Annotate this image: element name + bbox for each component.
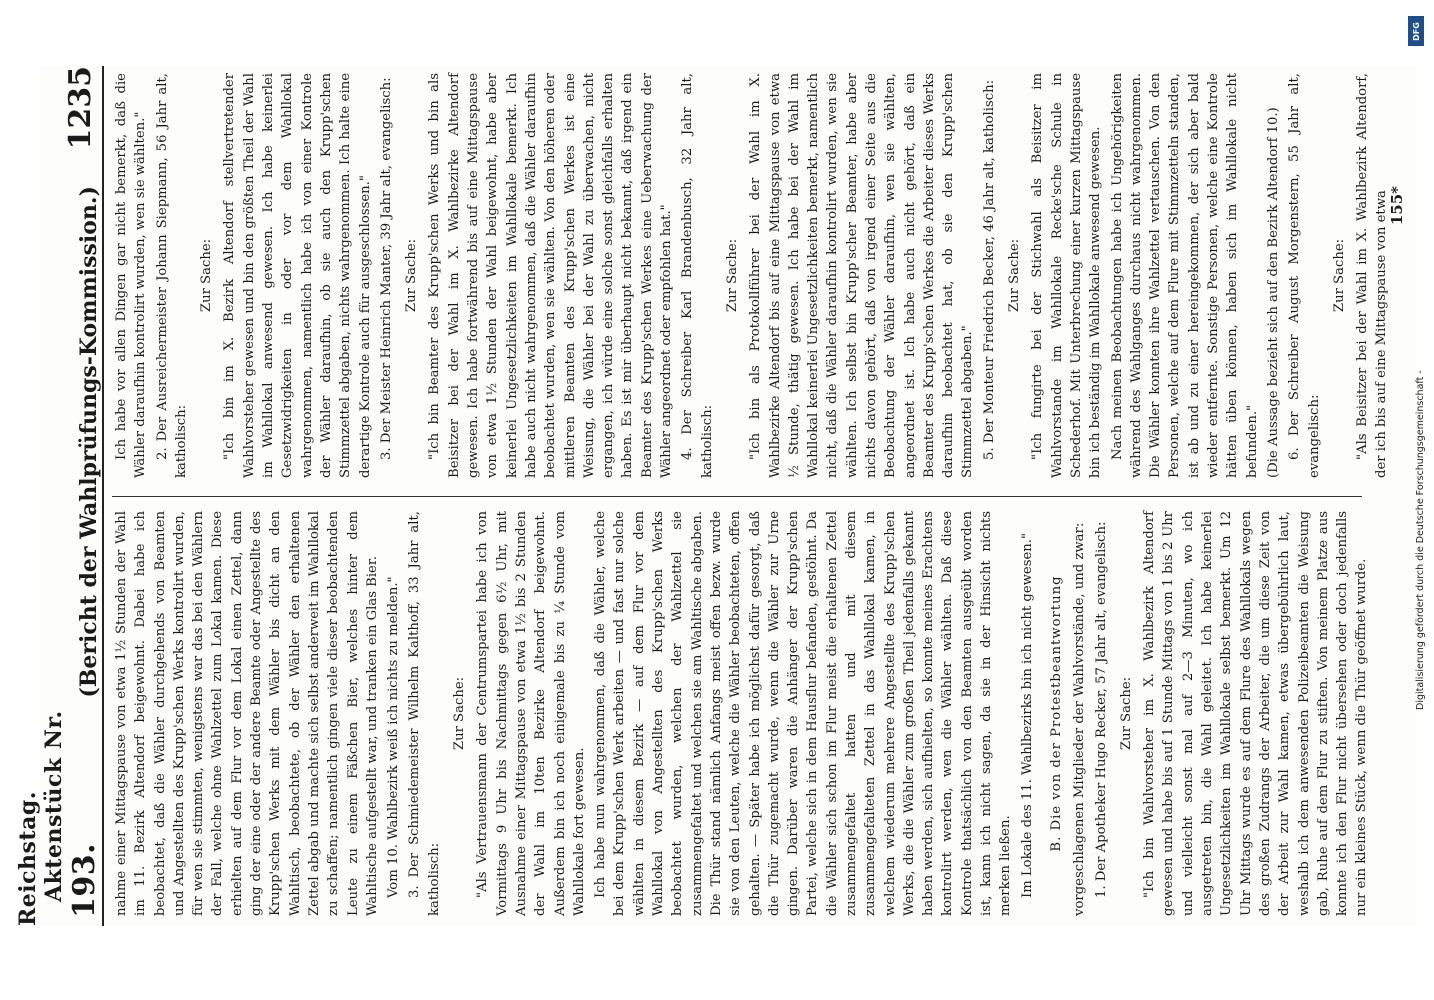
section-heading: B. Die von der Protestbeantwortung — [1048, 575, 1064, 852]
left-text-column — [112, 511, 1372, 916]
paragraph: Ich habe vor allen Dingen gar nicht bemerkt, daß die Wähler daraufhin kontrolirt wurden, wen sie wählten." — [114, 73, 149, 478]
header-nr-prefix: Nr. — [41, 710, 67, 750]
sheet-mark: 155* — [1388, 186, 1406, 226]
section-label: Zur Sache: — [724, 238, 740, 313]
column-divider — [112, 496, 1362, 497]
page-number: 1235 — [63, 66, 98, 150]
paragraph: Nach meinen Beobachtungen habe ich Ungehörigkeiten während des Wahlganges durchaus nicht wahrgenommen. Die Wähler konnten ihre Wahlzettel vertauschen. Von den Personen, welche auf dem Flure mit Stimmzetteln standen, ist ab und zu einer hereingekommen, der sich aber bald wieder entfernte. Sonstige Personen, welche eine Kontrole hätten üben können, haben sich im Wahllokale nicht befunden." — [1109, 73, 1260, 478]
rotated-document-page — [15, 66, 1420, 926]
paragraph: "Ich bin als Protokollführer bei der Wahl im X. Wahlbezirke Altendorf bis auf eine Mittagspause von etwa ½ Stunde, thätig gewesen. Ich habe bei der Wahl im Wahllokal keinerlei Ungesetzlichkeiten bemerkt, namentlich nicht, daß die Wähler daraufhin kontrolirt wurden, wen sie wählten. Ich selbst bin Krupp'scher Beamter, habe aber nichts davon gehört, daß von irgend einer Seite aus die Beobachtung der Wähler daraufhin, wen sie wählten, angeordnet ist. Ich habe auch nicht gehört, daß ein Beamter des Krupp'schen Werkes die Arbeiter dieses Werks daraufhin beobachtet hat, ob sie den Krupp'schen Stimmzettel abgaben." — [748, 73, 976, 478]
right-text-column — [112, 73, 1390, 478]
witness-line: 2. Der Ausreichermeister Johann Siepmann, 56 Jahr alt, katholisch: — [154, 73, 189, 478]
section-label: Zur Sache: — [404, 238, 420, 313]
paragraph: "Als Beisitzer bei der Wahl im X. Wahlbezirk Altendorf, der ich bis auf eine Mittagspause von etwa — [1355, 73, 1390, 478]
dfg-logo-text: DFG — [1411, 21, 1421, 41]
witness-line: 5. Der Monteur Friedrich Becker, 46 Jahr alt, katholisch: — [981, 79, 997, 460]
header-document-number: 193. — [67, 842, 102, 918]
credit-text: Digitalisierung gefördert durch die Deutsche Forschungsgemeinschaft - — [1415, 370, 1426, 710]
page-header — [15, 66, 104, 926]
paragraph: Ich habe nun wahrgenommen, daß die Wähler, welche bei dem Krupp'schen Werk arbeiten — und fast nur solche wählten in diesem Bezirk — auf dem Flur vor dem Wahllokal von Angestellten des Krupp'schen Werks beobachtet wurden, welchen der Wahlzettel sie zusammengefaltet und welchen sie am Wahltische abgaben. Die Thür stand nämlich Anfangs meist offen bezw. wurde sie von den Leuten, welche die Wähler beobachteten, offen gehalten. — Später habe ich möglichst dafür gesorgt, daß die Thür zugemacht wurde, wenn die Wähler zur Urne gingen. Darüber waren die Anhänger der Krupp'schen Partei, welche sich in dem Hausflur befanden, gestöhnt. Da die Wähler sich schon im Flur meist die erhaltenen Zettel zusammengefaltet hatten und mit diesem zusammengefalteten Zettel in das Wahllokal kamen, in welchem wiederum mehrere Angestellte des Krupp'schen Werks, die die Wähler zum großen Theil jedenfalls gekannt haben werden, sich aufhielten, so konnte meines Erachtens kontrolirt werden, wen die Wähler wählten. Daß diese Kontrole thatsächlich von den Beamten ausgeübt worden ist, kann ich nicht sagen, da sie in der Hinsicht nichts merken ließen. — [593, 511, 1014, 916]
paragraph: Vom 10. Wahlbezirk weiß ich nichts zu melden." — [386, 576, 402, 898]
paragraph: "Ich bin Beamter des Krupp'schen Werks und bin als Beisitzer bei der Wahl im X. Wahlbezirke Altendorf gewesen. Ich habe fortwährend bis auf eine Mittagspause von etwa 1½ Stunden der Wahl beigewohnt, habe aber keinerlei Ungesetzlichkeiten im Wahllokale bemerkt. Ich habe auch nicht wahrgenommen, daß die Wähler daraufhin beobachtet wurden, wen sie wählten. Von den höheren oder mittleren Beamten des Krupp'schen Werkes ist eine Weisung, die Wähler bei der Wahl zu überwachen, nicht ergangen, ich würde eine solche sonst gleichfalls erhalten haben. Es ist mir überhaupt nicht bekannt, daß irgend ein Beamter des Krupp'schen Werkes eine Ueberwachung der Wähler angeordnet oder empfohlen hat." — [427, 73, 675, 478]
section-label: Zur Sache: — [1118, 676, 1134, 751]
witness-line: 3. Der Schmiedemeister Wilhelm Kalthoff, 33 Jahr alt, katholisch: — [407, 511, 442, 916]
section-label: Zur Sache: — [452, 676, 468, 751]
paragraph: (Die Aussage bezieht sich auf den Bezirk Altendorf 10.) — [1265, 107, 1281, 478]
paragraph: "Als Vertrauensmann der Centrumspartei habe ich von Vormittags 9 Uhr bis Nachmittags gegen 6½ Uhr, mit Ausnahme einer Mittagspause von etwa 1½ bis 2 Stunden der Wahl im 10ten Bezirke Altendorf beigewohnt. Außerdem bin ich noch einigemale bis zu ¼ Stunde vom Wahllokale fort gewesen. — [475, 511, 587, 916]
digitization-credit — [1406, 10, 1428, 990]
paragraph: vorgeschlagenen Mitglieder der Wahlvorstände, und zwar: — [1072, 522, 1088, 916]
header-reichstag: Reichstag. — [15, 791, 41, 926]
section-label: Zur Sache: — [1007, 238, 1023, 313]
paragraph: "Ich bin im X. Bezirk Altendorf stellvertretender Wahlvorsteher gewesen und bin den größten Theil der Wahl im Wahllokal anwesend gewesen. Ich habe keinerlei Gesetzwidrigkeiten in oder vor dem Wahllokal wahrgenommen, namentlich habe ich von einer Kontrole der Wähler daraufhin, ob sie auch den Krupp'schen Stimmzettel abgaben, nichts wahrgenommen. Ich halte eine derartige Kontrole auch für ausgeschlossen." — [222, 73, 373, 478]
witness-line: 1. Der Apotheker Hugo Recker, 57 Jahr alt, evangelisch: — [1093, 521, 1109, 898]
paragraph: nahme einer Mittagspause von etwa 1½ Stunden der Wahl im 11. Bezirk Altendorf beigewohnt. Dabei habe ich beobachtet, daß die Wähler durchgehends von Beamten und Angestellten des Krupp'schen Werks kontrolirt wurden, für wen sie stimmten, wenigstens war das bei den Wählern der Fall, welche ohne Wahlzettel zum Lokal kamen. Diese erhielten auf dem Flur vor dem Lokal einen Zettel, dann ging der eine oder der andere Beamte oder Angestellte des Krupp'schen Werks mit dem Wähler bis dicht an den Wahltisch, beobachtete, ob der Wähler den erhaltenen Zettel abgab und machte sich selbst anderweit im Wahllokal zu schaffen; namentlich gingen viele dieser beobachtenden Leute zu einem Fäßchen Bier, welches hinter dem Wahltische aufgestellt war, und tranken ein Glas Bier. — [114, 511, 380, 916]
section-label: Zur Sache: — [1331, 238, 1347, 313]
paragraph: "Ich bin Wahlvorsteher im X. Wahlbezirk Altendorf gewesen und habe bis auf 1 Stunde Mittags von 1 bis 2 Uhr und vielleicht sonst mal auf 2—3 Minuten, wo ich ausgetreten bin, die Wahl geleitet. Ich habe keinerlei Ungesetzlichkeiten im Wahllokale selbst bemerkt. Um 12 Uhr Mittags wurde es auf dem Flure des Wahllokals wegen des großen Zudrangs der Arbeiter, die um diese Zeit von der Arbeit zur Wahl kamen, etwas übergebührlich laut, weshalb ich dem anwesenden Polizeibeamten die Weisung gab, Ruhe auf dem Flur zu stiften. Von meinem Platze aus konnte ich den Flur nicht übersehen oder doch jedenfalls nur ein kleines Stück, wenn die Thür geöffnet wurde. — [1142, 511, 1370, 916]
witness-line: 4. Der Schreiber Karl Brandenbusch, 32 Jahr alt, katholisch: — [680, 73, 715, 478]
witness-line: 6. Der Schreiber August Morgenstern, 55 Jahr alt, evangelisch: — [1287, 73, 1322, 478]
paragraph: Im Lokale des 11. Wahlbezirks bin ich nicht gewesen." — [1019, 532, 1035, 898]
header-commission-title: (Bericht der Wahlprüfungs-Kommission.) — [76, 186, 102, 698]
paragraph: "Ich fungirte bei der Stichwahl als Beisitzer im Wahlvorstande im Wahllokale Recke'sche Schule in Schederhof. Mit Unterbrechung einer kurzen Mittagspause bin ich beständig im Wahllokale anwesend gewesen. — [1030, 73, 1104, 478]
witness-line: 3. Der Meister Heinrich Manter, 39 Jahr alt, evangelisch: — [378, 77, 394, 460]
header-left — [15, 698, 102, 926]
header-aktenstueck: Aktenstück — [41, 757, 67, 902]
section-label: Zur Sache: — [199, 238, 215, 313]
